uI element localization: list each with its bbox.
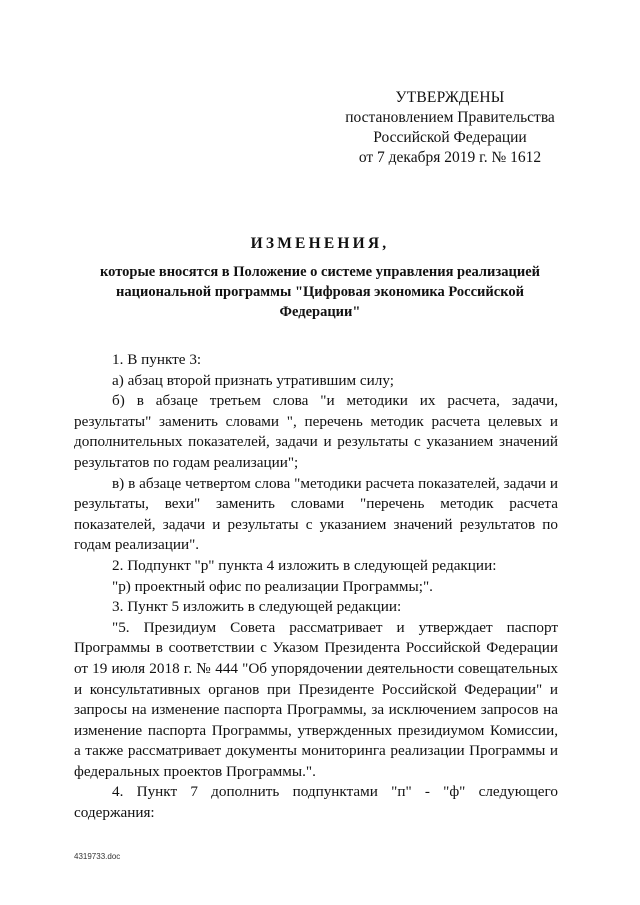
paragraph-3: 3. Пункт 5 изложить в следующей редакции: bbox=[112, 598, 402, 616]
file-name-footer: 4319733.doc bbox=[74, 852, 121, 861]
paragraph-3-text: "5. Президиум Совета рассматривает и утверждает паспорт Программы в соответствии с Указом Президента Российской Федерации от 19 июля 2018 г. № 444 "Об упорядочении деятельности совещательных и консультативных органов при Президенте Российской Федерации" и запросы на изменение паспорта Программы, за исключением запросов на изменение паспорта Программы, утвержденных президиумом Комиссии, а также рассматривает документы мониторинга реализации Программы и федеральных проектов Программы.". bbox=[74, 618, 558, 780]
paragraph-2: 2. Подпункт "р" пункта 4 изложить в следующей редакции: bbox=[112, 556, 497, 574]
approval-block bbox=[330, 88, 570, 168]
approval-heading: УТВЕРЖДЕНЫ bbox=[395, 89, 505, 106]
paragraph-1c: в) в абзаце четвертом слова "методики расчета показателей, задачи и результаты, вехи" заменить словами "перечень методик расчета показателей, задачи и результаты с указанием значений результатов по годам реализации". bbox=[74, 474, 558, 554]
document-body bbox=[74, 350, 558, 824]
paragraph-1b: б) в абзаце третьем слова "и методики их расчета, задачи, результаты" заменить словами ", перечень методик расчета целевых и дополнительных показателей, задачи и результаты с указанием значений результатов по годам реализации"; bbox=[74, 392, 558, 471]
document-title: ИЗМЕНЕНИЯ, bbox=[250, 235, 390, 252]
approval-line-1: постановлением Правительства bbox=[345, 109, 555, 126]
approval-line-3: от 7 декабря 2019 г. № 1612 bbox=[358, 149, 542, 166]
approval-line-2: Российской Федерации bbox=[373, 129, 527, 146]
paragraph-1: 1. В пункте 3: bbox=[112, 351, 202, 368]
document-subtitle: которые вносятся в Положение о системе управления реализацией национальной программы "Цифровая экономика Российской Федерации" bbox=[100, 264, 540, 320]
paragraph-4: 4. Пункт 7 дополнить подпунктами "п" - "ф" следующего содержания: bbox=[74, 783, 558, 822]
paragraph-2r: "р) проектный офис по реализации Программы;". bbox=[112, 577, 433, 595]
paragraph-1a: а) абзац второй признать утратившим силу; bbox=[112, 371, 394, 389]
